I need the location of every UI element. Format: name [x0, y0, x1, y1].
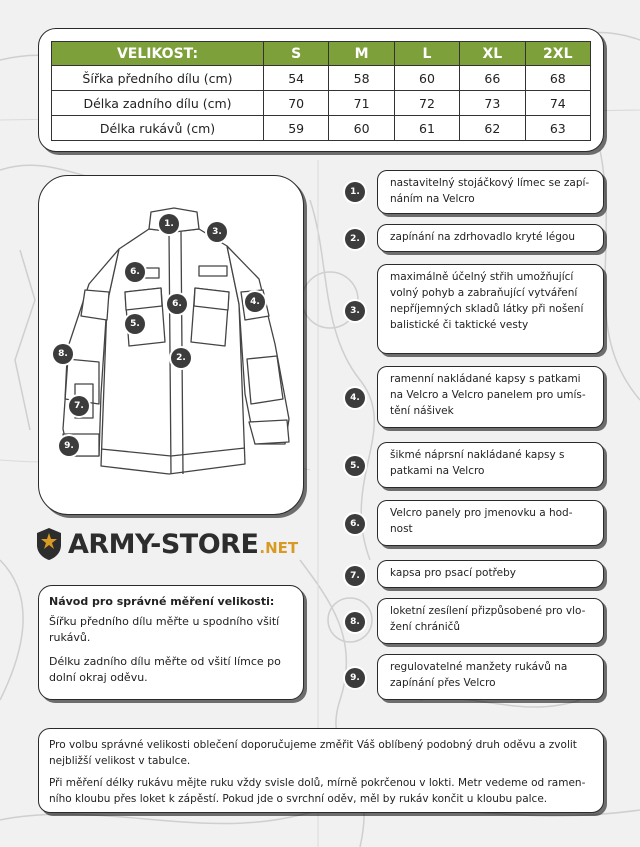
feature-number: 4.: [345, 388, 365, 408]
feature-number: 9.: [345, 668, 365, 688]
logo-suffix: .NET: [259, 539, 299, 557]
feature-text: zapínání na zdrhovadlo kryté légou: [390, 231, 575, 243]
table-row: [52, 91, 591, 116]
army-store-logo: [36, 524, 306, 564]
size-header-label: VELIKOST:: [52, 42, 264, 66]
feature-number: 3.: [345, 301, 365, 321]
size-header-l: L: [394, 42, 459, 66]
table-cell: 74: [525, 91, 590, 116]
jacket-illustration-panel: [38, 175, 304, 515]
row-label: Délka zadního dílu (cm): [52, 91, 264, 116]
table-cell: 66: [460, 66, 525, 91]
table-cell: 63: [525, 116, 590, 141]
feature-number: 5.: [345, 456, 365, 476]
feature-text: šikmé náprsní nakládané kapsy s patkami na Velcro: [390, 449, 565, 477]
size-table-header: [52, 42, 591, 66]
jacket-marker-9: 9.: [59, 436, 79, 456]
feature-shoulder-pockets: [377, 366, 604, 428]
table-cell: 71: [329, 91, 394, 116]
feature-text: regulovatelné manžety rukávů na zapínání přes Velcro: [390, 661, 568, 689]
row-label: Šířka předního dílu (cm): [52, 66, 264, 91]
feature-number: 2.: [345, 229, 365, 249]
jacket-marker-1: 1.: [159, 214, 179, 234]
feature-zipper: [377, 224, 604, 252]
jacket-marker-2: 2.: [171, 348, 191, 368]
feature-collar: [377, 170, 604, 214]
jacket-marker-6b: 6.: [167, 294, 187, 314]
feature-number: 8.: [345, 612, 365, 632]
table-cell: 73: [460, 91, 525, 116]
size-table: [51, 41, 591, 141]
sizing-advice-panel: [38, 728, 604, 813]
table-cell: 70: [264, 91, 329, 116]
feature-text: Velcro panely pro jmenovku a hod- nost: [390, 507, 573, 535]
feature-chest-pockets: [377, 442, 604, 488]
table-cell: 60: [329, 116, 394, 141]
jacket-marker-4: 4.: [245, 292, 265, 312]
guide-title: Návod pro správné měření velikosti:: [49, 595, 275, 608]
feature-number: 6.: [345, 514, 365, 534]
table-cell: 68: [525, 66, 590, 91]
feature-number: 7.: [345, 566, 365, 586]
size-header-m: M: [329, 42, 394, 66]
jacket-marker-7: 7.: [69, 396, 89, 416]
feature-number: 1.: [345, 182, 365, 202]
feature-text: loketní zesílení přizpůsobené pro vlo- žení chráničů: [390, 605, 586, 633]
jacket-marker-5: 5.: [125, 314, 145, 334]
table-cell: 54: [264, 66, 329, 91]
size-header-xl: XL: [460, 42, 525, 66]
shield-star-icon: [36, 527, 62, 561]
feature-velcro-panels: [377, 500, 604, 546]
feature-cut: [377, 264, 604, 354]
feature-text: maximálně účelný střih umožňující volný pohyb a zabraňující vytváření nepříjemných skladů látky při nošení balistické či taktické vesty: [390, 271, 584, 331]
row-label: Délka rukávů (cm): [52, 116, 264, 141]
table-cell: 62: [460, 116, 525, 141]
size-header-s: S: [264, 42, 329, 66]
feature-text: nastavitelný stojáčkový límec se zapí- náním na Velcro: [390, 177, 590, 205]
measurement-guide-panel: [38, 585, 304, 700]
table-cell: 58: [329, 66, 394, 91]
guide-paragraph-width: Šířku předního dílu měřte u spodního všití rukávů.: [49, 615, 280, 644]
jacket-illustration: [49, 194, 295, 494]
size-header-2xl: 2XL: [525, 42, 590, 66]
table-cell: 59: [264, 116, 329, 141]
feature-text: ramenní nakládané kapsy s patkami na Velcro a Velcro panelem pro umís- tění nášivek: [390, 373, 586, 417]
table-cell: 72: [394, 91, 459, 116]
jacket-marker-6a: 6.: [125, 262, 145, 282]
jacket-marker-3: 3.: [207, 222, 227, 242]
advice-paragraph-size: Pro volbu správné velikosti oblečení doporučujeme změřit Váš oblíbený podobný druh oděvu a zvolit nejbližší velikost v tabulce.: [49, 739, 577, 767]
table-cell: 60: [394, 66, 459, 91]
feature-pen-pocket: [377, 560, 604, 588]
guide-paragraph-length: Délku zadního dílu měřte od všití límce po dolní okraj oděvu.: [49, 655, 281, 684]
feature-elbow: [377, 598, 604, 644]
logo-wordmark: ARMY-STORE: [68, 528, 259, 560]
size-table-panel: [38, 28, 604, 152]
table-row: [52, 66, 591, 91]
feature-text: kapsa pro psací potřeby: [390, 567, 516, 579]
jacket-marker-8: 8.: [53, 344, 73, 364]
advice-paragraph-sleeve: Při měření délky rukávu mějte ruku vždy svisle dolů, mírně pokrčenou v lokti. Metr vedeme od ramen- ního kloubu přes loket k zápěstí. Pokud jde o svrchní oděv, měl by rukáv končit u kloubu palce.: [49, 777, 586, 805]
feature-cuffs: [377, 654, 604, 700]
table-row: [52, 116, 591, 141]
table-cell: 61: [394, 116, 459, 141]
